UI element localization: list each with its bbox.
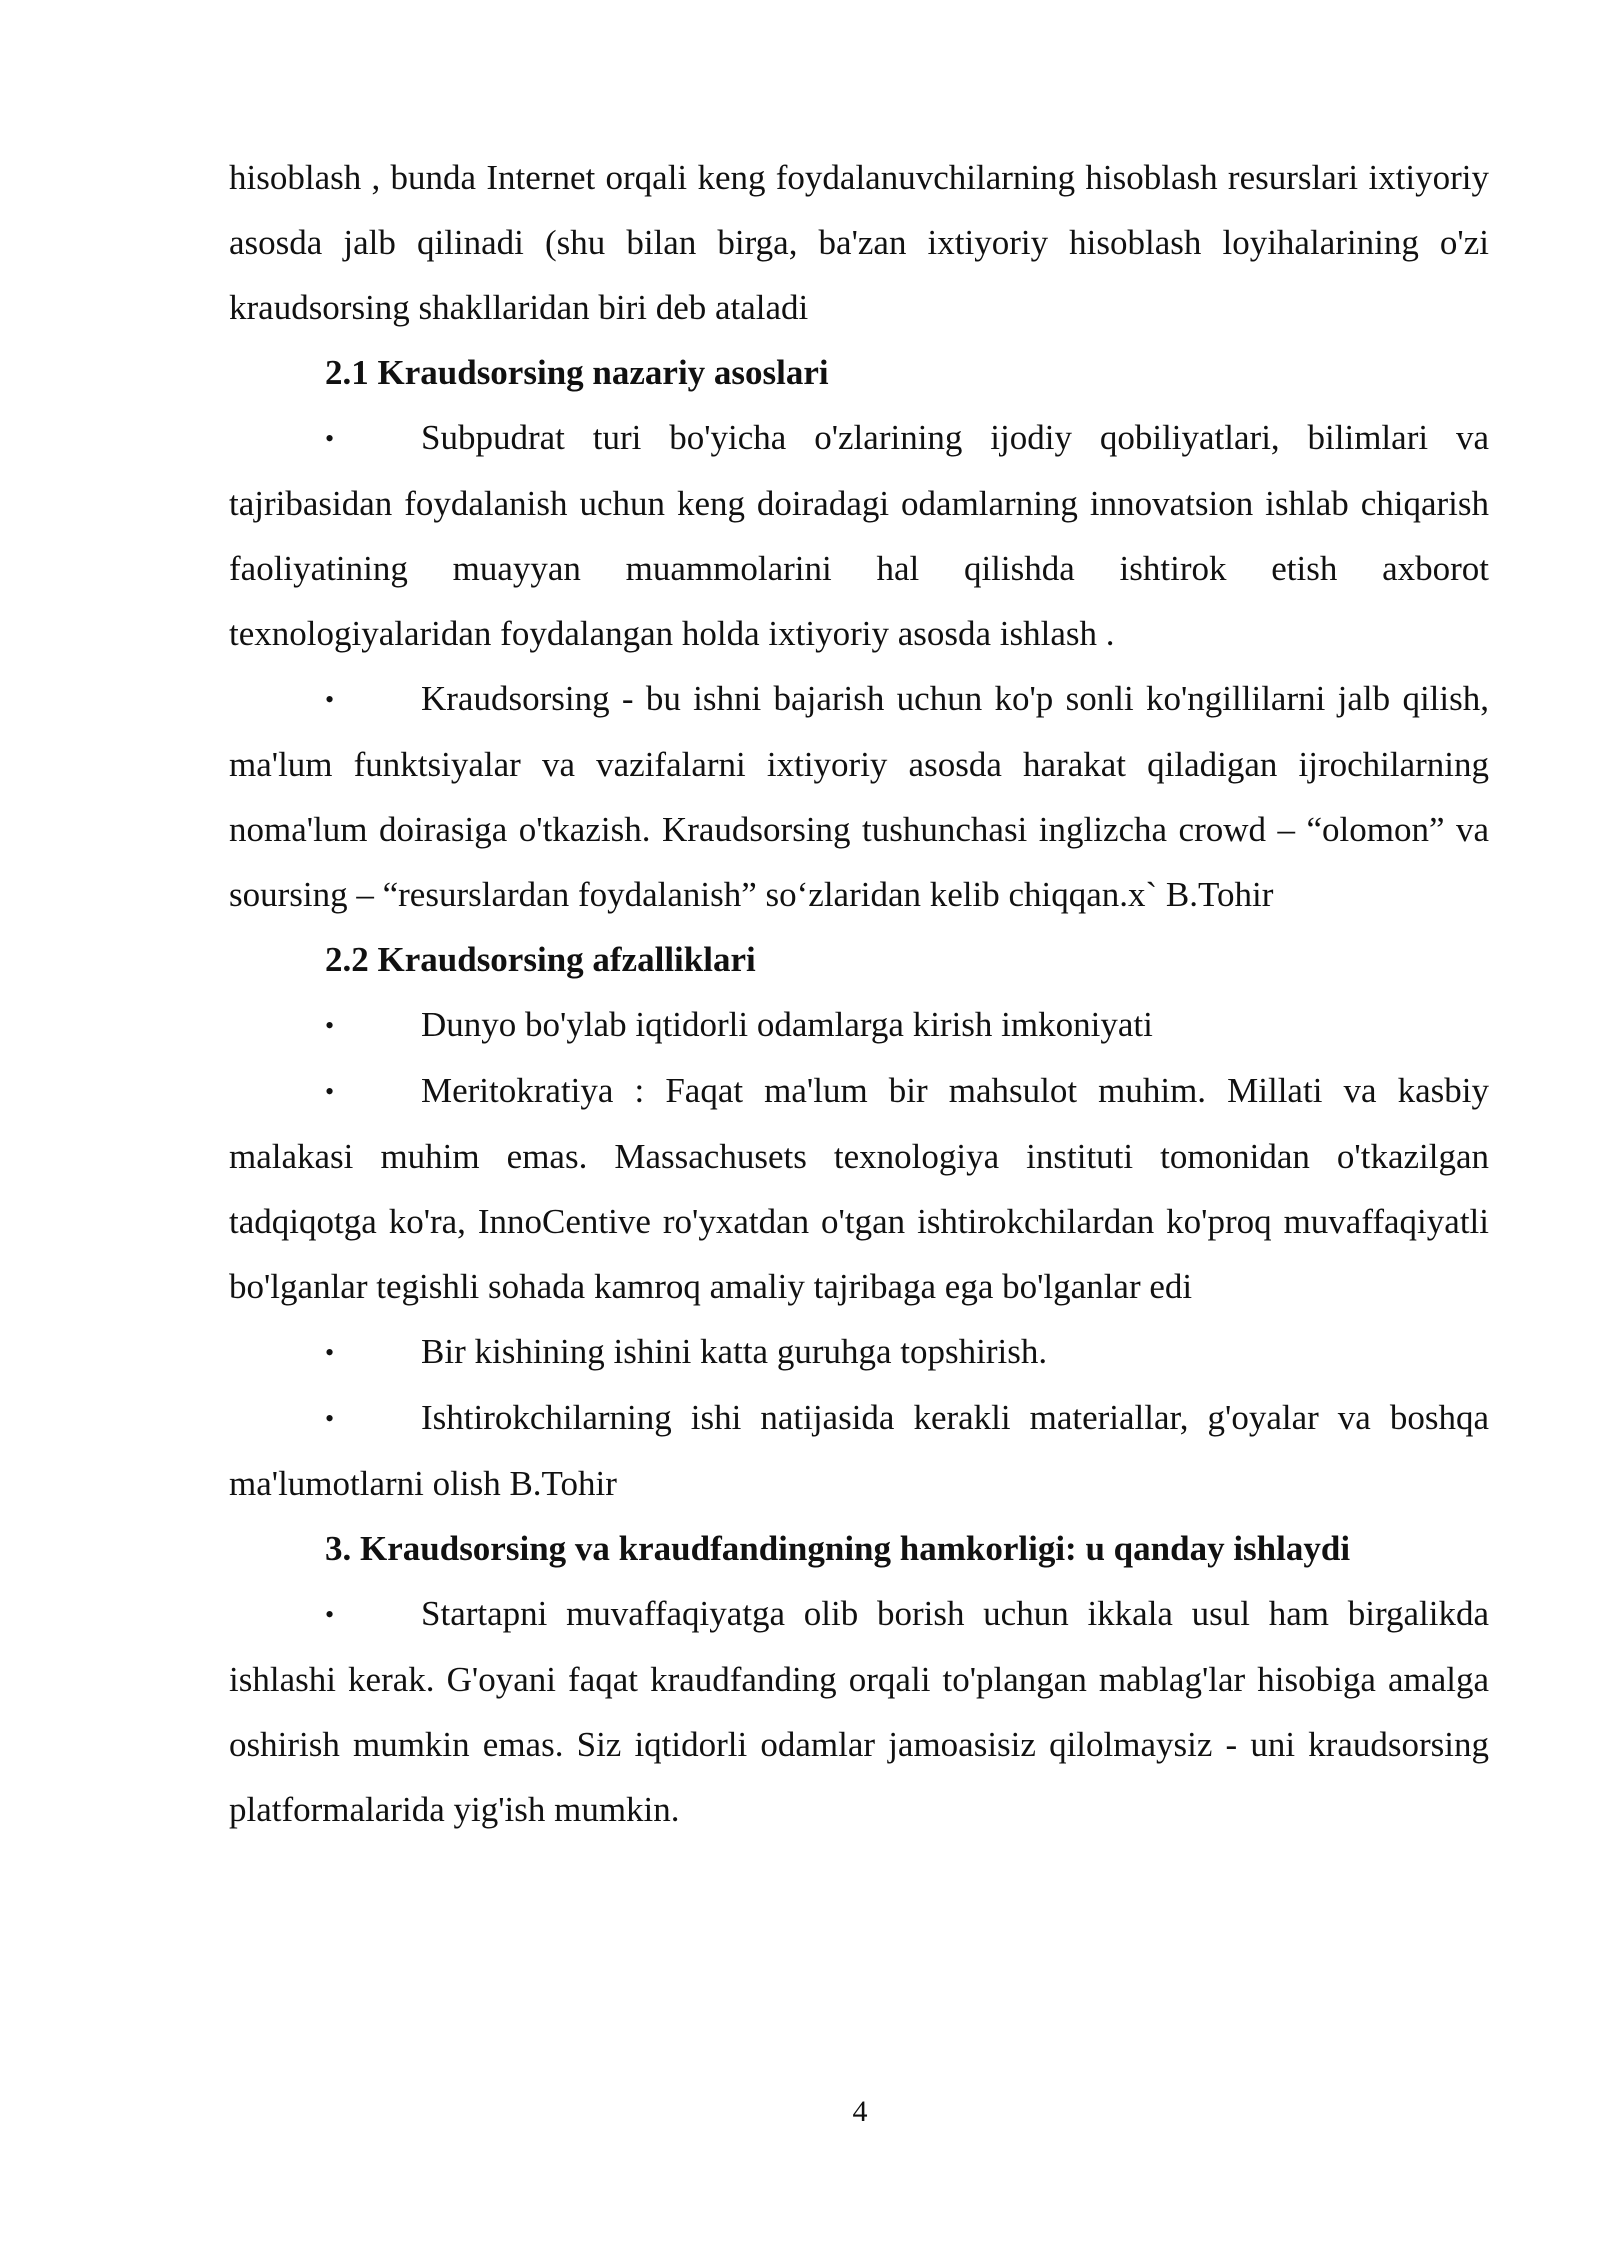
bullet-icon: • — [325, 685, 335, 714]
intro-paragraph: hisoblash , bunda Internet orqali keng foydalanuvchilarning hisoblash resurslari ixtiyoriy asosda jalb qilinadi (shu bilan birga, ba'zan ixtiyoriy hisoblash loyihalarining o'zi kraudsorsing shakllaridan biri deb ataladi — [229, 158, 1489, 327]
list-item — [229, 666, 1489, 927]
list-item — [229, 1581, 1489, 1842]
list-item-text: Bir kishining ishini katta guruhga topshirish. — [421, 1332, 1048, 1371]
list-item — [229, 1385, 1489, 1516]
section-heading-2-1: 2.1 Kraudsorsing nazariy asoslari — [325, 353, 829, 392]
list-item — [229, 1319, 1489, 1385]
bullet-icon: • — [325, 1338, 335, 1367]
section-heading-3: 3. Kraudsorsing va kraudfandingning hamkorligi: u qanday ishlaydi — [325, 1529, 1351, 1568]
list-item-text: Meritokratiya : Faqat ma'lum bir mahsulot muhim. Millati va kasbiy malakasi muhim emas. Massachusets texnologiya instituti tomonidan o'tkazilgan tadqiqotga ko'ra, InnoCentive ro'yxatdan o'tgan ishtirokchilardan ko'proq muvaffaqiyatli bo'lganlar tegishli sohada kamroq amaliy tajribaga ega bo'lganlar edi — [229, 1071, 1489, 1306]
page-number: 4 — [852, 2095, 868, 2128]
list-item-text: Startapni muvaffaqiyatga olib borish uchun ikkala usul ham birgalikda ishlashi kerak. G'oyani faqat kraudfanding orqali to'plangan mablag'lar hisobiga amalga oshirish mumkin emas. Siz iqtidorli odamlar jamoasisiz qilolmaysiz - uni kraudsorsing platformalarida yig'ish mumkin. — [229, 1594, 1489, 1829]
list-item — [229, 992, 1489, 1058]
list-item-text: Dunyo bo'ylab iqtidorli odamlarga kirish imkoniyati — [421, 1005, 1153, 1044]
bullet-icon: • — [325, 1077, 335, 1106]
bullet-icon: • — [325, 1404, 335, 1433]
bullet-icon: • — [325, 424, 335, 453]
document-page — [229, 145, 1489, 1842]
bullet-icon: • — [325, 1011, 335, 1040]
bullet-icon: • — [325, 1600, 335, 1629]
list-item-text: Kraudsorsing - bu ishni bajarish uchun ko'p sonli ko'ngillilarni jalb qilish, ma'lum funktsiyalar va vazifalarni ixtiyoriy asosda harakat qiladigan ijrochilarning noma'lum doirasiga o'tkazish. Kraudsorsing tushunchasi inglizcha crowd – “olomon” va soursing – “resurslardan foydalanish” so‘zlaridan kelib chiqqan.x` B.Tohir — [229, 679, 1489, 914]
section-heading-2-2: 2.2 Kraudsorsing afzalliklari — [325, 940, 756, 979]
list-item-text: Ishtirokchilarning ishi natijasida kerakli materiallar, g'oyalar va boshqa ma'lumotlarni olish B.Tohir — [229, 1398, 1489, 1503]
list-item — [229, 1058, 1489, 1319]
list-item — [229, 405, 1489, 666]
list-item-text: Subpudrat turi bo'yicha o'zlarining ijodiy qobiliyatlari, bilimlari va tajribasidan foydalanish uchun keng doiradagi odamlarning innovatsion ishlab chiqarish faoliyatining muayyan muammolarini hal qilishda ishtirok etish axborot texnologiyalaridan foydalangan holda ixtiyoriy asosda ishlash . — [229, 418, 1489, 653]
